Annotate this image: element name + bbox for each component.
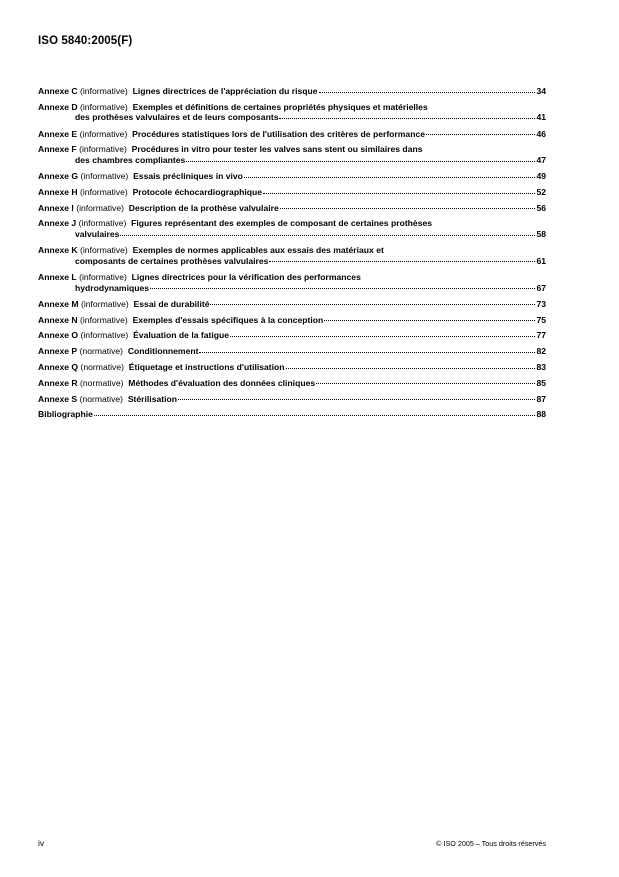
toc-line (38, 218, 546, 229)
annex-title: valvulaires (75, 229, 120, 240)
toc-entry[interactable] (38, 346, 546, 357)
toc-entry[interactable] (38, 272, 546, 293)
dot-leader (263, 193, 535, 194)
toc-page-number: 83 (536, 361, 546, 372)
toc-line (38, 315, 546, 326)
dot-leader (286, 368, 536, 369)
dot-leader (316, 383, 535, 384)
toc-page-number: 75 (536, 314, 546, 325)
annex-title: Exemples de normes applicables aux essais des matériaux et (132, 245, 384, 256)
annex-type: (informative) (78, 218, 127, 229)
annex-title: Conditionnement (127, 346, 199, 357)
annex-type: (informative) (79, 272, 127, 283)
toc-line (38, 203, 546, 214)
toc-text (38, 394, 177, 405)
toc-text (38, 245, 384, 256)
annex-title: Lignes directrices pour la vérification des performances (131, 272, 361, 283)
annex-type: (informative) (80, 171, 129, 182)
annex-type: (informative) (80, 186, 128, 197)
toc-text (38, 272, 361, 283)
dot-leader (280, 208, 536, 209)
toc-text (38, 187, 262, 198)
toc-page-number: 49 (536, 171, 546, 182)
annex-label: Annexe G (38, 171, 79, 182)
toc-entry[interactable] (38, 409, 546, 420)
toc-text (38, 330, 229, 341)
toc-line (38, 86, 546, 97)
toc-entry[interactable] (38, 378, 546, 389)
toc-entry[interactable] (38, 203, 546, 214)
document-id: ISO 5840:2005(F) (38, 35, 133, 47)
annex-title: hydrodynamiques (75, 282, 150, 293)
toc-text (38, 378, 315, 389)
toc-entry[interactable] (38, 144, 546, 165)
toc-line (38, 272, 546, 283)
annex-type: (informative) (76, 202, 124, 213)
annex-title: Procédures in vitro pour tester les valves sans stent ou similaires dans (131, 144, 423, 155)
annex-type: (normative) (79, 346, 124, 357)
annex-label: Annexe C (38, 86, 78, 96)
toc-entry[interactable] (38, 245, 546, 266)
annex-title: Évaluation de la fatigue (133, 330, 230, 341)
annex-label: Annexe J (38, 218, 77, 229)
toc-page-number: 87 (536, 393, 546, 404)
annex-title: Stérilisation (127, 393, 177, 404)
page-number: iv (38, 838, 45, 848)
dot-leader (244, 177, 536, 178)
toc-line (38, 256, 546, 267)
dot-leader (279, 118, 535, 119)
annex-label: Annexe H (38, 186, 78, 197)
toc-text (38, 218, 432, 229)
dot-leader (269, 261, 535, 262)
toc-entry[interactable] (38, 394, 546, 405)
toc-page-number: 52 (536, 186, 546, 197)
toc-entry[interactable] (38, 102, 546, 123)
dot-leader (319, 92, 536, 93)
dot-leader (120, 235, 535, 236)
annex-title: Lignes directrices de l'appréciation du risque (132, 86, 318, 96)
dot-leader (150, 288, 535, 289)
annex-type: (normative) (80, 377, 124, 388)
toc-text (75, 229, 119, 240)
dot-leader (230, 336, 535, 337)
toc-line (38, 299, 546, 310)
toc-entry[interactable] (38, 171, 546, 182)
dot-leader (94, 415, 536, 416)
annex-label: Annexe E (38, 128, 78, 139)
annex-title: des prothèses valvulaires et de leurs composants (75, 112, 279, 123)
toc-line (38, 330, 546, 341)
toc-entry[interactable] (38, 218, 546, 239)
annex-label: Annexe P (38, 346, 78, 357)
toc-line (38, 129, 546, 140)
toc-text (75, 112, 278, 123)
toc-entry[interactable] (38, 86, 546, 97)
annex-label: Annexe O (38, 330, 79, 341)
annex-label: Bibliographie (38, 409, 93, 420)
dot-leader (210, 304, 535, 305)
toc-entry[interactable] (38, 362, 546, 373)
toc-entry[interactable] (38, 129, 546, 140)
annex-label: Annexe L (38, 272, 77, 283)
annex-label: Annexe K (38, 245, 78, 256)
toc-entry[interactable] (38, 299, 546, 310)
annex-type: (informative) (79, 144, 127, 155)
toc-line (38, 409, 546, 420)
annex-label: Annexe S (38, 393, 78, 404)
toc-text (38, 409, 93, 420)
toc-page-number: 77 (536, 330, 546, 341)
toc-page-number: 88 (536, 409, 546, 420)
toc-page-number: 73 (536, 298, 546, 309)
toc-line (38, 245, 546, 256)
annex-label: Annexe I (38, 202, 74, 213)
toc-text (38, 315, 323, 326)
toc-text (38, 346, 198, 357)
toc-text (75, 256, 268, 267)
annex-title: Description de la prothèse valvulaire (128, 202, 279, 213)
toc-line (38, 283, 546, 294)
toc-line (38, 112, 546, 123)
toc-page-number: 46 (536, 128, 546, 139)
toc-line (38, 155, 546, 166)
toc-line (38, 394, 546, 405)
annex-type: (informative) (80, 245, 128, 256)
annex-type: (normative) (79, 393, 124, 404)
annex-type: (informative) (80, 86, 128, 96)
annex-type: (informative) (80, 101, 128, 112)
annex-type: (informative) (80, 298, 129, 309)
toc-text (38, 144, 423, 155)
toc-text (38, 362, 285, 373)
toc-page-number: 82 (536, 346, 546, 357)
toc-line (38, 171, 546, 182)
toc-page-number: 41 (536, 112, 546, 123)
annex-title: composants de certaines prothèses valvulaires (75, 255, 269, 266)
annex-title: Essais précliniques in vivo (133, 171, 243, 182)
toc-line (38, 102, 546, 113)
dot-leader (178, 399, 535, 400)
annex-type: (informative) (80, 330, 129, 341)
table-of-contents (38, 86, 546, 425)
annex-title: Méthodes d'évaluation des données cliniques (128, 377, 316, 388)
annex-type: (informative) (79, 128, 128, 139)
annex-title: des chambres compliantes (75, 154, 186, 165)
toc-entry[interactable] (38, 187, 546, 198)
toc-text (38, 129, 425, 140)
toc-line (38, 144, 546, 155)
annex-title: Figures représentant des exemples de composant de certaines prothèses (131, 218, 433, 229)
annex-label: Annexe M (38, 298, 79, 309)
annex-title: Procédures statistiques lors de l'utilisation des critères de performance (132, 128, 426, 139)
toc-text (38, 299, 209, 310)
toc-line (38, 378, 546, 389)
toc-text (38, 102, 428, 113)
annex-title: Étiquetage et instructions d'utilisation (128, 361, 285, 372)
toc-text (38, 203, 279, 214)
annex-label: Annexe D (38, 101, 78, 112)
toc-page-number: 34 (536, 86, 546, 96)
annex-type: (informative) (80, 314, 128, 325)
annex-title: Exemples d'essais spécifiques à la conception (132, 314, 324, 325)
annex-title: Essai de durabilité (133, 298, 210, 309)
dot-leader (186, 161, 535, 162)
toc-page-number: 85 (536, 377, 546, 388)
toc-page-number: 47 (536, 154, 546, 165)
toc-entry[interactable] (38, 330, 546, 341)
toc-entry[interactable] (38, 315, 546, 326)
toc-text (38, 86, 318, 97)
copyright-notice: © ISO 2005 – Tous droits réservés (436, 839, 546, 848)
annex-label: Annexe Q (38, 361, 79, 372)
toc-page-number: 67 (536, 282, 546, 293)
toc-text (75, 155, 185, 166)
annex-title: Exemples et définitions de certaines propriétés physiques et matérielles (132, 101, 428, 112)
toc-text (75, 283, 149, 294)
annex-title: Protocole échocardiographique (132, 186, 262, 197)
annex-type: (normative) (80, 361, 124, 372)
toc-text (38, 171, 243, 182)
dot-leader (426, 134, 535, 135)
annex-label: Annexe F (38, 144, 77, 155)
toc-line (38, 362, 546, 373)
toc-page-number: 58 (536, 229, 546, 240)
annex-label: Annexe R (38, 377, 78, 388)
dot-leader (199, 352, 535, 353)
toc-page-number: 61 (536, 255, 546, 266)
toc-line (38, 229, 546, 240)
toc-line (38, 346, 546, 357)
annex-label: Annexe N (38, 314, 78, 325)
toc-page-number: 56 (536, 202, 546, 213)
dot-leader (324, 320, 535, 321)
toc-line (38, 187, 546, 198)
